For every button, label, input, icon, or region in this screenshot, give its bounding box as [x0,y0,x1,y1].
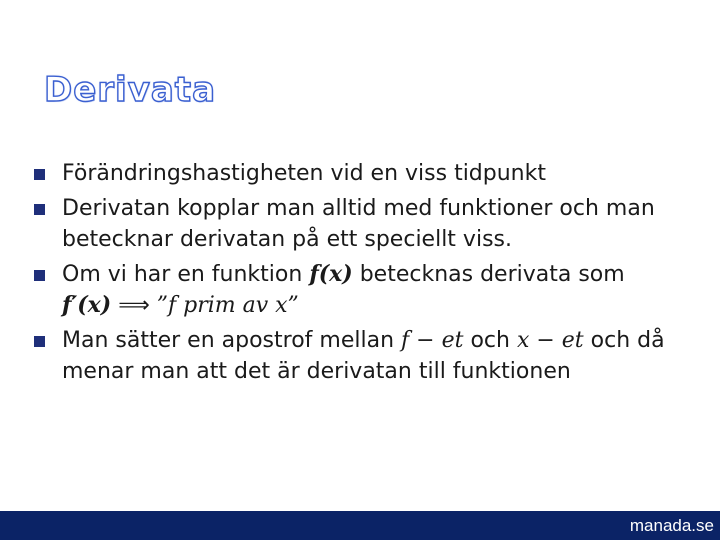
bullet-text: och [463,328,517,353]
square-bullet-icon [34,270,45,281]
bullet-list [34,158,704,391]
square-bullet-icon [34,204,45,215]
bullet-item-1 [34,158,704,189]
slide-title: Derivata [44,70,217,110]
bullet-item-4 [34,325,704,387]
bullet-item-2 [34,193,704,255]
math-f-prim-av-x: ”f prim av x” [156,293,299,318]
bullet-text: och då menar man att det är derivatan till funktionen [62,328,665,384]
math-f-prime-of-x: f′(x) [62,292,112,318]
math-f-et: f − et [401,328,464,353]
bullet-text: betecknas derivata som [352,262,625,287]
math-x-et: x − et [516,328,584,353]
square-bullet-icon [34,336,45,347]
square-bullet-icon [34,169,45,180]
bullet-text: Man sätter en apostrof mellan [62,328,402,353]
footer-bar [0,511,720,540]
bullet-text: Derivatan kopplar man alltid med funktioner och man betecknar derivatan på ett speciellt viss. [62,196,655,252]
footer-site-name: manada.se [629,516,714,535]
math-f-of-x: f(x) [309,261,353,287]
bullet-item-3 [34,259,704,321]
implies-arrow: ⟹ [111,293,157,318]
bullet-text: Om vi har en funktion [62,262,310,287]
bullet-text: Förändringshastigheten vid en viss tidpunkt [62,161,546,186]
